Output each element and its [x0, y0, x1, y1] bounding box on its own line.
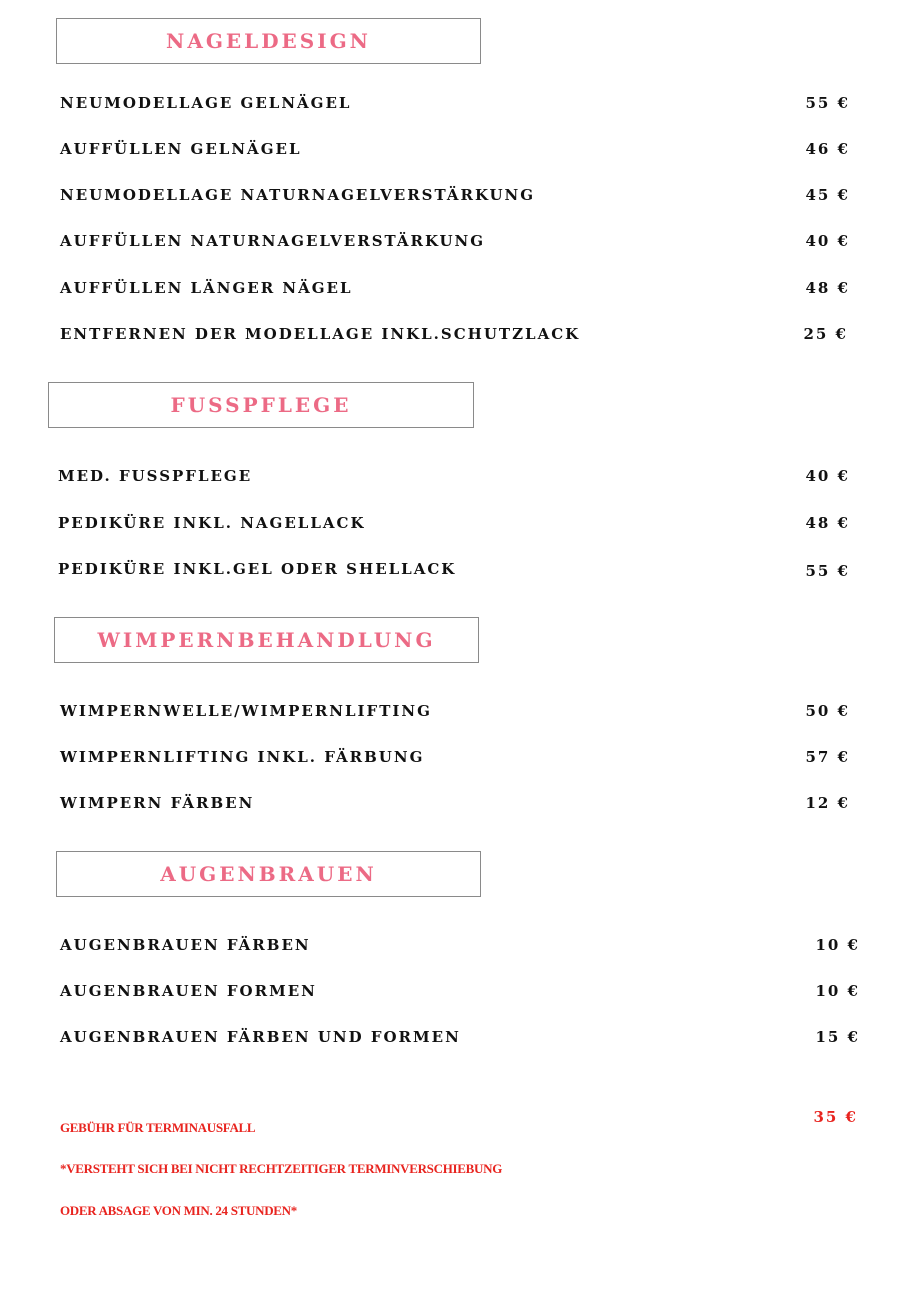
section-header-augenbrauen	[56, 851, 481, 897]
service-name: AUFFÜLLEN LÄNGER NÄGEL	[60, 279, 353, 297]
cancellation-note-line1: *VERSTEHT SICH BEI NICHT RECHTZEITIGER TERMINVERSCHIEBUNG	[60, 1161, 503, 1176]
service-price: 10 €	[815, 936, 860, 954]
service-name: PEDIKÜRE INKL. NAGELLACK	[58, 514, 366, 532]
price-row	[0, 560, 918, 584]
service-price: 48 €	[805, 514, 850, 532]
price-row	[0, 325, 918, 349]
price-row	[0, 279, 918, 303]
section-header-wimpernbehandlung	[54, 617, 479, 663]
service-price: 57 €	[805, 748, 850, 766]
service-price: 25 €	[803, 325, 848, 343]
service-price: 12 €	[805, 794, 850, 812]
service-name: AUFFÜLLEN GELNÄGEL	[60, 140, 302, 158]
service-price: 48 €	[805, 279, 850, 297]
service-name: AUFFÜLLEN NATURNAGELVERSTÄRKUNG	[60, 232, 486, 250]
cancellation-note-line2: ODER ABSAGE VON MIN. 24 STUNDEN*	[60, 1203, 297, 1218]
price-row	[0, 982, 918, 1006]
cancellation-fee-price: 35 €	[813, 1108, 858, 1126]
service-name: WIMPERN FÄRBEN	[60, 794, 255, 812]
service-name: WIMPERNLIFTING INKL. FÄRBUNG	[60, 748, 425, 766]
service-name: ENTFERNEN DER MODELLAGE INKL.SCHUTZLACK	[60, 325, 581, 343]
price-row	[0, 936, 918, 960]
service-price: 55 €	[805, 94, 850, 112]
price-row	[0, 514, 918, 538]
service-price: 55 €	[805, 562, 850, 580]
service-price: 10 €	[815, 982, 860, 1000]
cancellation-fee-label: GEBÜHR FÜR TERMINAUSFALL	[60, 1120, 256, 1135]
section-title: WIMPERNBEHANDLUNG	[97, 628, 436, 652]
service-name: AUGENBRAUEN FORMEN	[60, 982, 317, 1000]
service-name: WIMPERNWELLE/WIMPERNLIFTING	[60, 702, 432, 720]
price-row	[0, 94, 918, 118]
price-row	[0, 794, 918, 818]
price-row	[0, 232, 918, 256]
price-row	[0, 1028, 918, 1052]
price-row	[0, 702, 918, 726]
section-title: AUGENBRAUEN	[160, 862, 377, 886]
service-name: AUGENBRAUEN FÄRBEN UND FORMEN	[60, 1028, 461, 1046]
service-name: PEDIKÜRE INKL.GEL ODER SHELLACK	[58, 560, 457, 578]
service-price: 46 €	[805, 140, 850, 158]
price-row	[0, 140, 918, 164]
service-price: 40 €	[805, 467, 850, 485]
price-row	[0, 748, 918, 772]
service-price: 45 €	[805, 186, 850, 204]
price-row	[0, 186, 918, 210]
service-name: AUGENBRAUEN FÄRBEN	[60, 936, 311, 954]
section-header-nageldesign	[56, 18, 481, 64]
service-name: NEUMODELLAGE GELNÄGEL	[60, 94, 352, 112]
price-row	[0, 467, 918, 491]
section-header-fusspflege	[48, 382, 474, 428]
service-price: 50 €	[805, 702, 850, 720]
service-price: 15 €	[815, 1028, 860, 1046]
section-title: NAGELDESIGN	[166, 29, 371, 53]
service-name: MED. FUSSPFLEGE	[58, 467, 253, 485]
service-name: NEUMODELLAGE NATURNAGELVERSTÄRKUNG	[60, 186, 536, 204]
service-price: 40 €	[805, 232, 850, 250]
section-title: FUSSPFLEGE	[170, 393, 352, 417]
